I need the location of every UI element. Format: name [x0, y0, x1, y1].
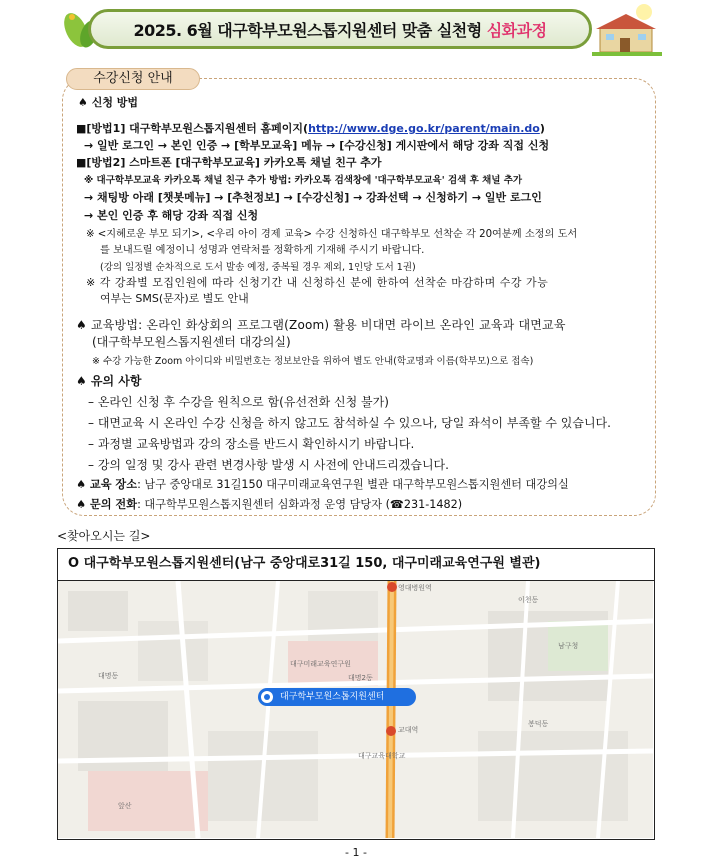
map-label: 교대역: [398, 726, 419, 734]
place-line: [76, 478, 569, 492]
zoom-note: ※ 수강 가능한 Zoom 아이디와 비밀번호는 정보보안을 위하여 별도 안내(학교명과 이름(학부모)으로 접속): [92, 356, 534, 367]
title-highlight: 심화과정: [486, 20, 547, 40]
map-label: 대구교육대학교: [358, 752, 406, 760]
page-title: [88, 9, 592, 49]
method2-note: ※ 대구학부모교육 카카오톡 채널 친구 추가 방법: 카카오톡 검색창에 '대구학부모교육' 검색 후 채널 추가: [84, 175, 523, 186]
book-note-line2: 를 보내드릴 예정이니 성명과 연락처를 정확하게 기재해 주시기 바랍니다.: [100, 245, 425, 256]
map-label: 대명동: [98, 672, 119, 680]
method1-prefix: ■[방법1] 대구학부모원스톱지원센터 홈페이지(: [76, 122, 309, 135]
place-value: : 남구 중앙대로 31길150 대구미래교육연구원 별관 대구학부모원스톱지원센터 대강의실: [137, 478, 569, 491]
contact-label: ♠ 문의 전화: [76, 498, 138, 511]
header-banner: [0, 0, 712, 58]
place-label: ♠ 교육 장소: [76, 478, 138, 491]
closing-note-line2: 여부는 SMS(문자)로 별도 안내: [100, 292, 249, 305]
map-pin-label[interactable]: 대구학부모원스톱지원센터: [258, 688, 416, 706]
method1-suffix: ): [539, 122, 545, 135]
directions-frame: [57, 548, 655, 840]
map-label: 앞산: [118, 802, 132, 810]
method1-steps: → 일반 로그인 → 본인 인증 → [학부모교육] 메뉴 → [수강신청] 게시판에서 해당 강좌 직접 신청: [84, 139, 550, 152]
location-pin-icon: [261, 691, 273, 703]
notice-item: – 강의 일정 및 강사 관련 변경사항 발생 시 사전에 안내드리겠습니다.: [88, 458, 449, 472]
notice-item: – 대면교육 시 온라인 수강 신청을 하지 않고도 참석하실 수 있으나, 당일 좌석이 부족할 수 있습니다.: [88, 416, 611, 430]
method2-steps2: → 본인 인증 후 해당 강좌 직접 신청: [84, 209, 259, 222]
location-map[interactable]: [58, 581, 653, 838]
contact-line: [76, 498, 462, 512]
page-number: - 1 -: [345, 846, 367, 859]
contact-value: : 대구학부모원스톱지원센터 심화과정 운영 담당자 (☎231-1482): [137, 498, 463, 511]
homepage-link[interactable]: http://www.dge.go.kr/parent/main.do: [308, 122, 540, 135]
method-line2: (대구학부모원스톱지원센터 대강의실): [92, 335, 291, 349]
map-label: 봉덕동: [528, 720, 549, 728]
notice-item: – 과정별 교육방법과 강의 장소를 반드시 확인하시기 바랍니다.: [88, 437, 415, 451]
school-building-icon: [592, 2, 662, 56]
method2-line: ■[방법2] 스마트폰 [대구학부모교육] 카카오톡 채널 친구 추가: [76, 156, 382, 169]
map-label: 이천동: [518, 596, 539, 604]
map-label: 영대병원역: [398, 584, 432, 592]
method-line1: ♠ 교육방법: 온라인 화상회의 프로그램(Zoom) 활용 비대면 라이브 온라인 교육과 대면교육: [76, 318, 566, 332]
method2-steps1: → 채팅방 아래 [챗봇메뉴] → [추천정보] → [수강신청] → 강좌선택 → 신청하기 → 일반 로그인: [84, 191, 542, 204]
notice-heading: ♠ 유의 사항: [76, 374, 142, 388]
map-label: 대명2동: [348, 674, 373, 682]
title-text: 2025. 6월 대구학부모원스톱지원센터 맞춤 실천형: [133, 20, 482, 40]
directions-heading: <찾아오시는 길>: [57, 529, 151, 543]
closing-note-line1: ※ 각 강좌별 모집인원에 따라 신청기간 내 신청하신 분에 한하여 선착순 마감하며 수강 가능: [86, 276, 549, 289]
directions-title: O 대구학부모원스톱지원센터(남구 중앙대로31길 150, 대구미래교육연구원 별관): [58, 549, 654, 581]
map-graphic: [58, 581, 653, 838]
apply-heading: ♠ 신청 방법: [78, 96, 139, 109]
book-note-line1: ※ <지혜로운 부모 되기>, <우리 아이 경제 교육> 수강 신청하신 대구학부모 선착순 각 20여분께 소정의 도서: [86, 229, 578, 240]
map-label: 남구청: [558, 642, 579, 650]
book-note-line3: (강의 일정별 순차적으로 도서 발송 예정, 중복될 경우 제외, 1인당 도서 1권): [100, 262, 416, 273]
map-label: 대구미래교육연구원: [290, 660, 351, 668]
method1-line: [76, 122, 545, 136]
section-tab: 수강신청 안내: [66, 68, 200, 90]
notice-item: – 온라인 신청 후 수강을 원칙으로 함(유선전화 신청 불가): [88, 395, 389, 409]
